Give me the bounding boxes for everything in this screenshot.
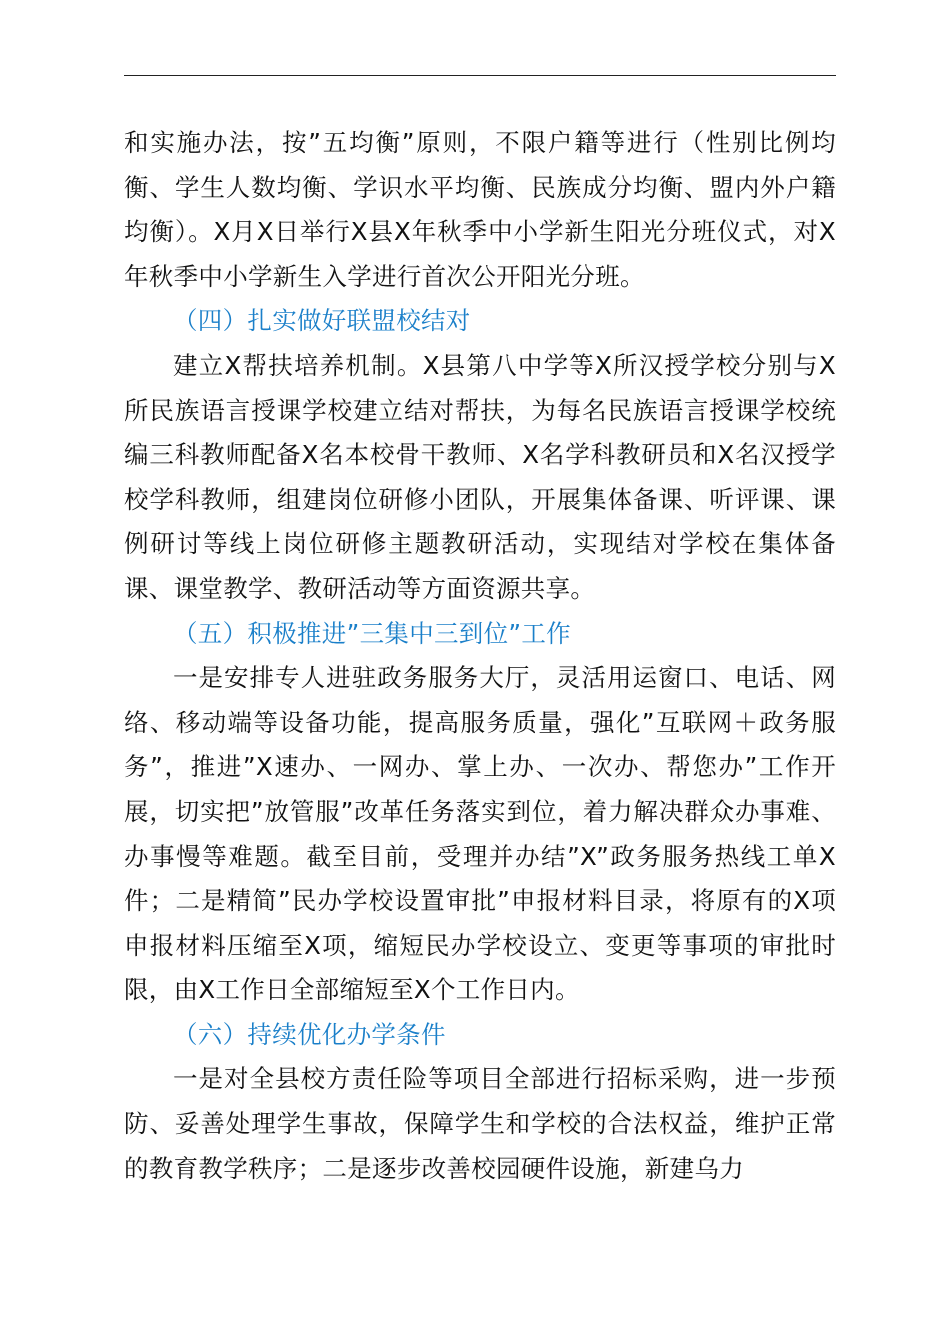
paragraph-school-conditions: 一是对全县校方责任险等项目全部进行招标采购，进一步预防、妥善处理学生事故，保障学生和学校的合法权益，维护正常的教育教学秩序；二是逐步改善校园硬件设施，新建乌力 (124, 1064, 836, 1183)
section-heading-6: （六）持续优化办学条件 (173, 1019, 446, 1049)
section-heading-5: （五）积极推进”三集中三到位”工作 (173, 618, 571, 648)
paragraph-alliance-schools: 建立X帮扶培养机制。X县第八中学等X所汉授学校分别与X所民族语言授课学校建立结对帮扶，为每名民族语言授课学校统编三科教师配备X名本校骨干教师、X名学科教研员和X名汉授学校学科教师，组建岗位研修小团队，开展集体备课、听评课、课例研讨等线上岗位研修主题教研活动，实现结对学校在集体备课、课堂教学、教研活动等方面资源共享。 (124, 350, 836, 603)
document-body (124, 121, 836, 1191)
paragraph-continuation: 和实施办法，按”五均衡”原则，不限户籍等进行（性别比例均衡、学生人数均衡、学识水平均衡、民族成分均衡、盟内外户籍均衡）。X月X日举行X县X年秋季中小学新生阳光分班仪式，对X年秋季中小学新生入学进行首次公开阳光分班。 (124, 128, 836, 291)
paragraph-government-services: 一是安排专人进驻政务服务大厅，灵活用运窗口、电话、网络、移动端等设备功能，提高服务质量，强化”互联网＋政务服务”，推进”X速办、一网办、掌上办、一次办、帮您办”工作开展，切实把”放管服”改革任务落实到位，着力解决群众办事难、办事慢等难题。截至目前，受理并办结”X”政务服务热线工单X件；二是精简”民办学校设置审批”申报材料目录，将原有的X项申报材料压缩至X项，缩短民办学校设立、变更等事项的审批时限，由X工作日全部缩短至X个工作日内。 (124, 663, 836, 1005)
section-heading-4: （四）扎实做好联盟校结对 (173, 306, 471, 336)
header-rule (124, 75, 836, 76)
